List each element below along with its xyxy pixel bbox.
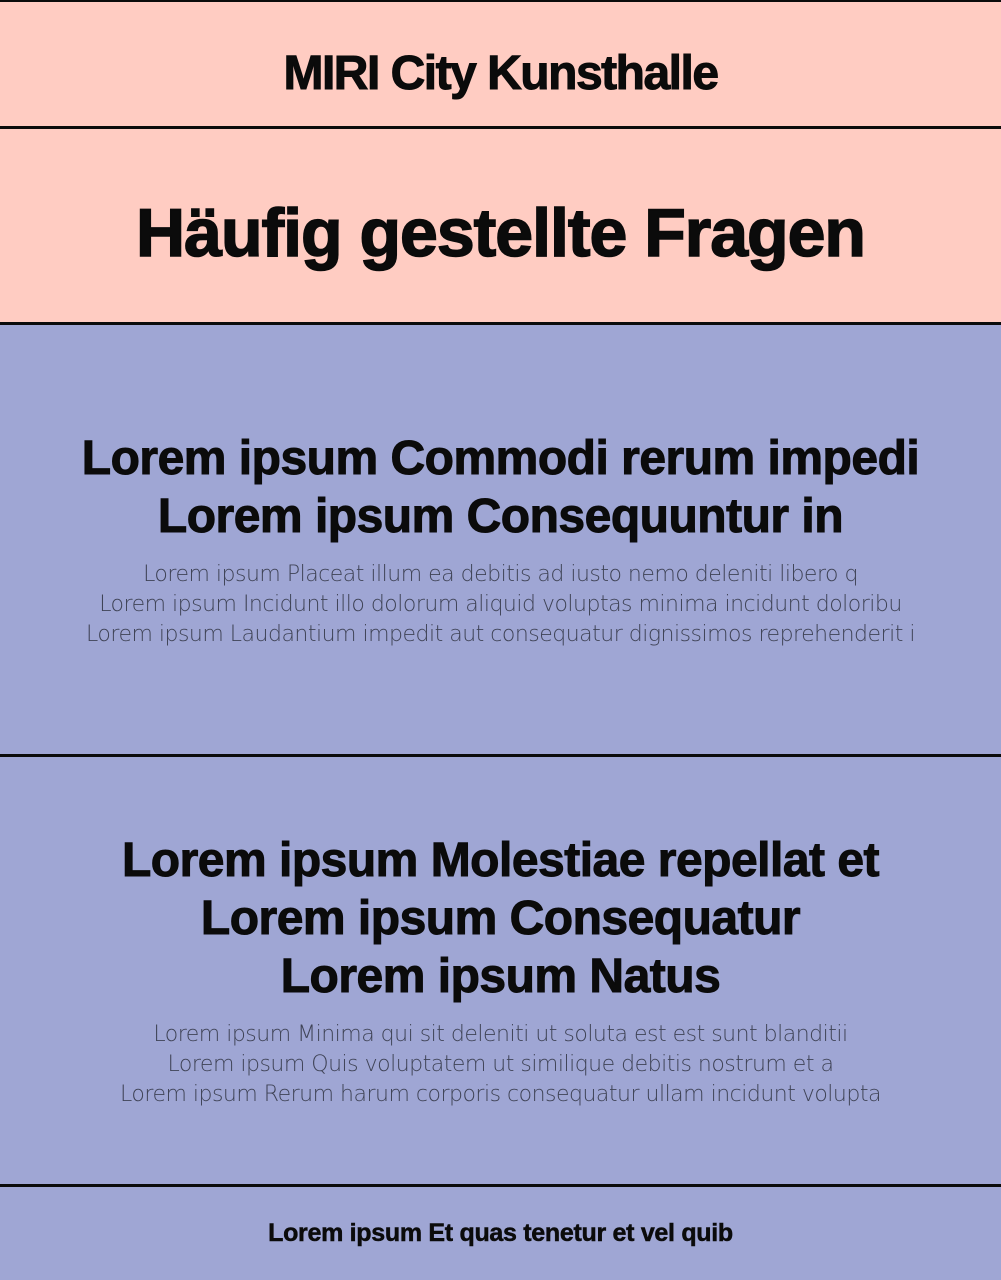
site-header (0, 2, 1001, 129)
footer-text: Lorem ipsum Et quas tenetur et vel quib (268, 1219, 733, 1247)
site-footer (0, 1187, 1001, 1280)
faq-1-answer (86, 560, 915, 650)
faq-section-2 (0, 757, 1001, 1187)
faq-2-question-line-3: Lorem ipsum Natus (280, 949, 721, 1003)
faq-2-question-line-1: Lorem ipsum Molestiae repellat et (121, 833, 880, 887)
faq-1-question (82, 430, 919, 546)
faq-section-1 (0, 325, 1001, 757)
faq-2-question (122, 832, 879, 1006)
faq-2-answer-line-2: Lorem ipsum Quis voluptatem ut similique debitis nostrum et a (167, 1051, 834, 1077)
hero-banner (0, 129, 1001, 325)
site-title: MIRI City Kunsthalle (283, 46, 718, 100)
faq-1-question-line-2: Lorem ipsum Consequuntur in (157, 489, 844, 543)
page-title: Häufig gestellte Fragen (136, 194, 865, 271)
faq-1-answer-line-1: Lorem ipsum Placeat illum ea debitis ad iusto nemo deleniti libero q (143, 561, 858, 587)
faq-1-answer-line-2: Lorem ipsum Incidunt illo dolorum aliquid voluptas minima incidunt doloribu (99, 591, 902, 617)
faq-2-answer (120, 1020, 881, 1110)
faq-2-answer-line-1: Lorem ipsum Minima qui sit deleniti ut soluta est est sunt blanditii (153, 1021, 848, 1047)
faq-2-question-line-2: Lorem ipsum Consequatur (200, 891, 801, 945)
faq-1-question-line-1: Lorem ipsum Commodi rerum impedi (81, 431, 920, 485)
faq-1-answer-line-3: Lorem ipsum Laudantium impedit aut consequatur dignissimos reprehenderit i (86, 621, 915, 647)
faq-2-answer-line-3: Lorem ipsum Rerum harum corporis consequatur ullam incidunt volupta (120, 1081, 881, 1107)
